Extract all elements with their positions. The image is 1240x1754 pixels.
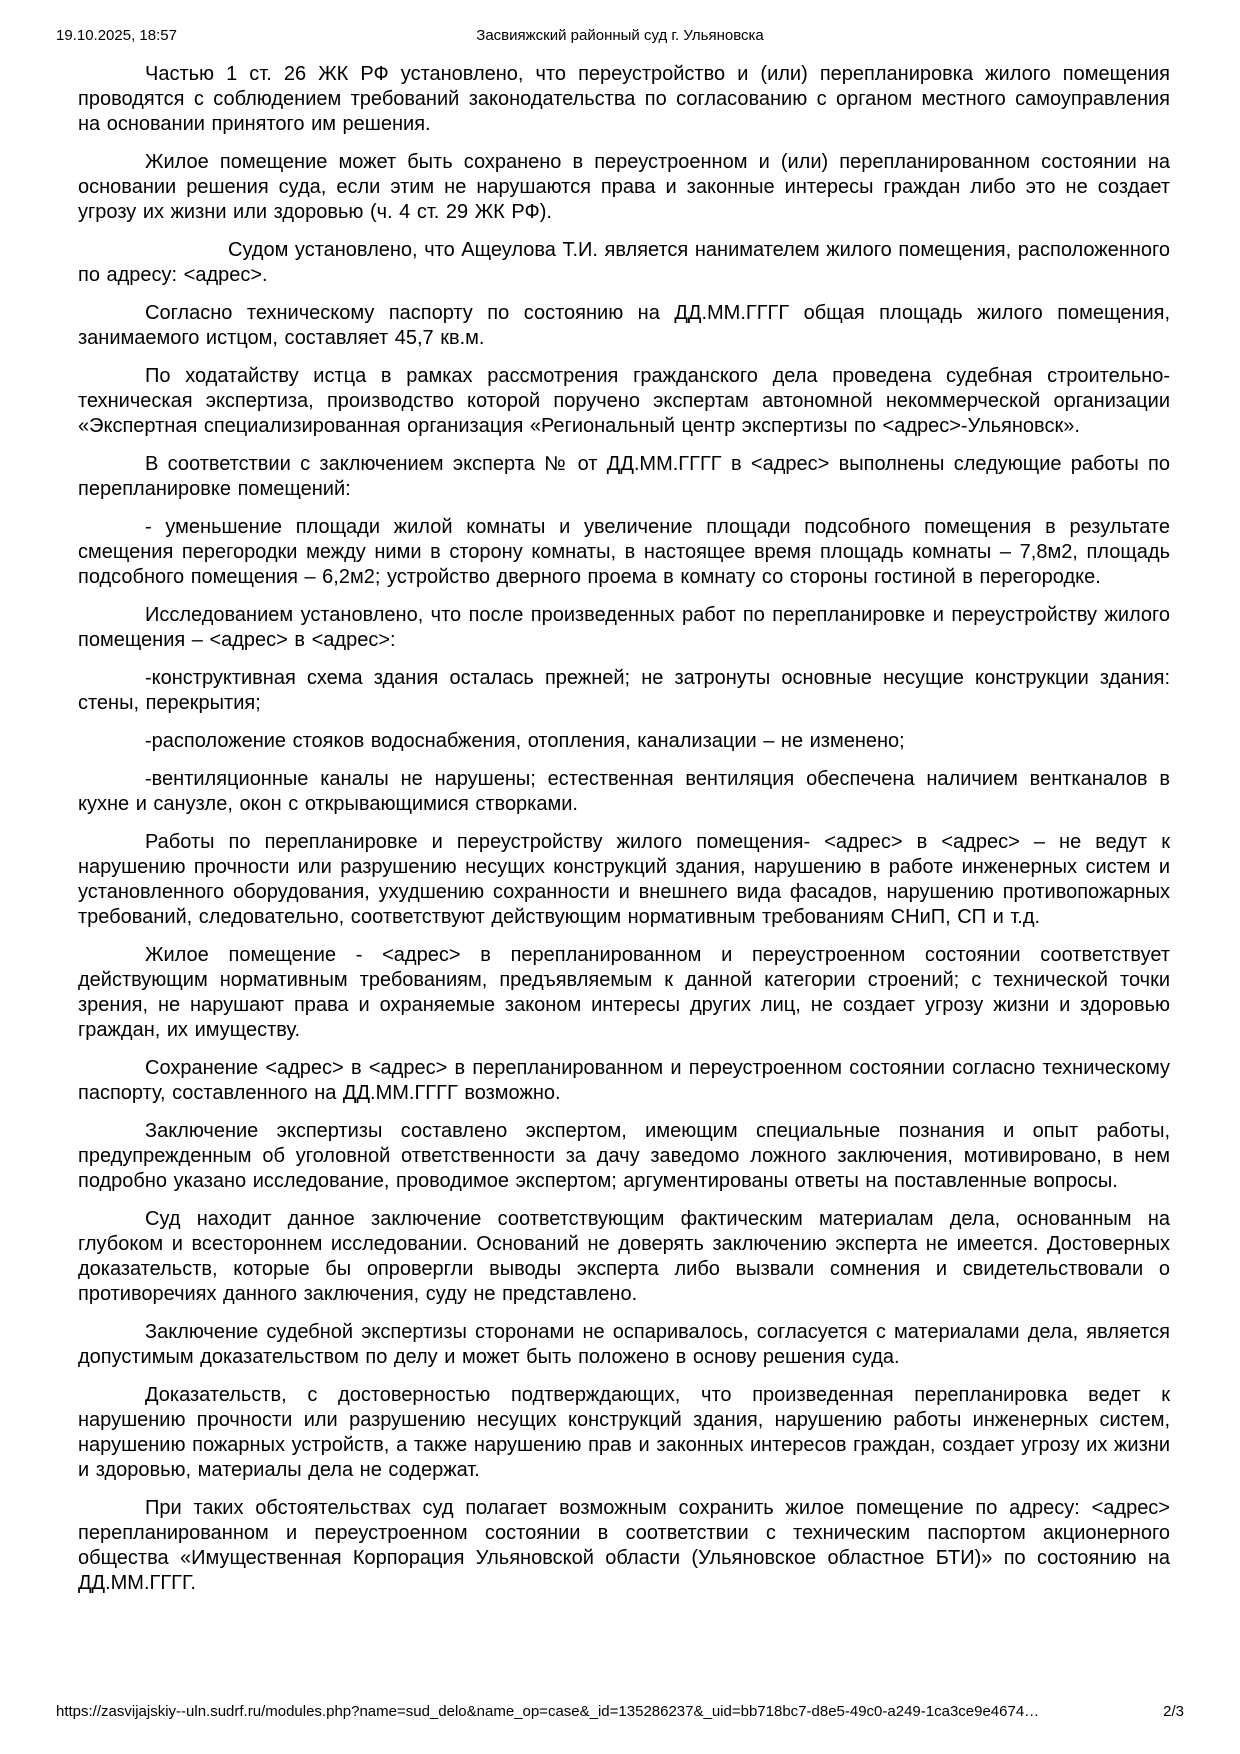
footer-source-url: https://zasvijajskiy--uln.sudrf.ru/modules.php?name=sud_delo&name_op=case&_id=135286237&_uid=bb718bc7-d8e5-49c0-a249-1ca3ce9e4674…: [56, 1703, 1040, 1720]
document-paragraph: При таких обстоятельствах суд полагает возможным сохранить жилое помещение по адресу: <адрес> перепланированном и переустроенном состоянии в соответствии с техническим паспортом акционерного общества «Имущественная Корпорация Ульяновской области (Ульяновское областное БТИ)» по состоянию на ДД.ММ.ГГГГ.: [78, 1497, 1170, 1594]
document-paragraph: По ходатайству истца в рамках рассмотрения гражданского дела проведена судебная строительно-техническая экспертиза, производство которой поручено экспертам автономной некоммерческой организации «Экспертная специализированная организация «Региональный центр экспертизы по <адрес>-Ульяновск».: [78, 365, 1170, 437]
document-paragraph: Частью 1 ст. 26 ЖК РФ установлено, что переустройство и (или) перепланировка жилого помещения проводятся с соблюдением требований законодательства по согласованию с органом местного самоуправления на основании принятого им решения.: [78, 63, 1170, 135]
document-paragraph: Согласно техническому паспорту по состоянию на ДД.ММ.ГГГГ общая площадь жилого помещения, занимаемого истцом, составляет 45,7 кв.м.: [78, 302, 1170, 349]
document-paragraph: -конструктивная схема здания осталась прежней; не затронуты основные несущие конструкции здания: стены, перекрытия;: [78, 667, 1170, 714]
document-paragraph: Исследованием установлено, что после произведенных работ по перепланировке и переустройству жилого помещения – <адрес> в <адрес>:: [78, 604, 1170, 651]
footer-page-number: 2/3: [1163, 1703, 1184, 1720]
document-paragraph: Жилое помещение может быть сохранено в переустроенном и (или) перепланированном состоянии на основании решения суда, если этим не нарушаются права и законные интересы граждан либо это не создает угрозу их жизни или здоровью (ч. 4 ст. 29 ЖК РФ).: [78, 151, 1170, 223]
document-paragraph: Заключение экспертизы составлено экспертом, имеющим специальные познания и опыт работы, предупрежденным об уголовной ответственности за дачу заведомо ложного заключения, мотивировано, в нем подробно указано исследование, проводимое экспертом; аргументированы ответы на поставленные вопросы.: [78, 1120, 1170, 1192]
document-paragraph: - уменьшение площади жилой комнаты и увеличение площади подсобного помещения в результате смещения перегородки между ними в сторону комнаты, в настоящее время площадь комнаты – 7,8м2, площадь подсобного помещения – 6,2м2; устройство дверного проема в комнату со стороны гостиной в перегородке.: [78, 516, 1170, 588]
header-datetime: 19.10.2025, 18:57: [56, 27, 177, 44]
document-paragraph: Сохранение <адрес> в <адрес> в перепланированном и переустроенном состоянии согласно техническому паспорту, составленного на ДД.ММ.ГГГГ возможно.: [78, 1057, 1170, 1104]
print-header: [0, 26, 1240, 46]
document-paragraph: Доказательств, с достоверностью подтверждающих, что произведенная перепланировка ведет к нарушению прочности или разрушению несущих конструкций здания, нарушению работы инженерных систем, нарушению пожарных устройств, а также нарушению прав и законных интересов граждан, создает угрозу их жизни и здоровью, материалы дела не содержат.: [78, 1384, 1170, 1481]
document-paragraph: -вентиляционные каналы не нарушены; естественная вентиляция обеспечена наличием вентканалов в кухне и санузле, окон с открывающимися створками.: [78, 768, 1170, 815]
document-body: [78, 62, 1170, 1609]
print-footer: [0, 1702, 1240, 1722]
header-court-title: Засвияжский районный суд г. Ульяновска: [476, 27, 764, 44]
document-paragraph: Суд находит данное заключение соответствующим фактическим материалам дела, основанным на глубоком и всестороннем исследовании. Оснований не доверять заключению эксперта не имеется. Достоверных доказательств, которые бы опровергли выводы эксперта либо вызвали сомнения и свидетельствовали о противоречиях данного заключения, суду не представлено.: [78, 1208, 1170, 1305]
document-paragraph: В соответствии с заключением эксперта № от ДД.ММ.ГГГГ в <адрес> выполнены следующие работы по перепланировке помещений:: [78, 453, 1170, 500]
document-paragraph: Работы по перепланировке и переустройству жилого помещения- <адрес> в <адрес> – не ведут к нарушению прочности или разрушению несущих конструкций здания, нарушению в работе инженерных систем и установленного оборудования, ухудшению сохранности и внешнего вида фасадов, нарушению противопожарных требований, следовательно, соответствуют действующим нормативным требованиям СНиП, СП и т.д.: [78, 831, 1170, 928]
document-paragraph: Судом установлено, что Ащеулова Т.И. является нанимателем жилого помещения, расположенного по адресу: <адрес>.: [78, 239, 1170, 286]
document-paragraph: -расположение стояков водоснабжения, отопления, канализации – не изменено;: [145, 730, 905, 752]
document-paragraph: Заключение судебной экспертизы сторонами не оспаривалось, согласуется с материалами дела, является допустимым доказательством по делу и может быть положено в основу решения суда.: [78, 1321, 1170, 1368]
document-paragraph: Жилое помещение - <адрес> в перепланированном и переустроенном состоянии соответствует действующим нормативным требованиям, предъявляемым к данной категории строений; с технической точки зрения, не нарушают права и охраняемые законом интересы других лиц, не создает угрозу жизни и здоровью граждан, их имуществу.: [78, 944, 1170, 1041]
